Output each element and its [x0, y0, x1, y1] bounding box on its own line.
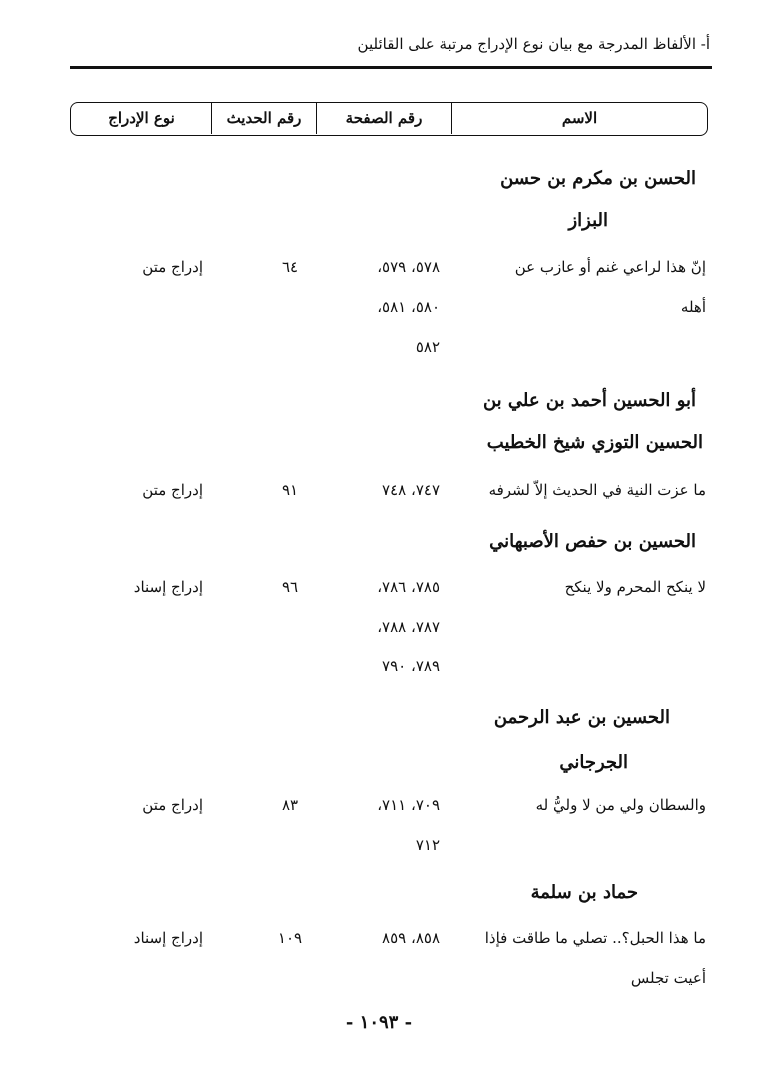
column-name: الاسم: [561, 109, 598, 127]
narrator-name: الحسين بن عبد الرحمن: [493, 707, 670, 728]
hadith-text: أعيت تجلس: [630, 969, 706, 987]
hadith-text: ما هذا الحبل؟.. تصلي ما طاقت فإذا: [484, 929, 706, 947]
hadith-text: ما عزت النية في الحديث إلاّ لشرفه: [488, 481, 706, 499]
insertion-type: إدراج متن: [142, 481, 203, 499]
page-refs: ٥٨٠، ٥٨١،: [377, 298, 440, 316]
hadith-text: أهله: [680, 298, 706, 316]
hadith-text: والسطان ولي من لا وليُّ له: [535, 796, 706, 814]
insertion-type: إدراج إسناد: [133, 578, 203, 596]
page-refs: ٧٨٩، ٧٩٠: [382, 657, 440, 675]
narrator-name: الحسين بن حفص الأصبهاني: [489, 531, 696, 552]
page-refs: ٥٧٨، ٥٧٩،: [377, 258, 440, 276]
narrator-name: البزاز: [568, 210, 608, 231]
insertion-type: إدراج متن: [142, 258, 203, 276]
column-page: رقم الصفحة: [345, 109, 423, 127]
column-hadith: رقم الحديث: [226, 109, 302, 127]
page-number: - ١٠٩٣ -: [345, 1012, 413, 1033]
narrator-name: أبو الحسين أحمد بن علي بن: [482, 390, 696, 411]
narrator-name: الحسين التوزي شيخ الخطيب: [486, 432, 703, 453]
page-refs: ٧٨٧، ٧٨٨،: [377, 618, 440, 636]
narrator-name: الجرجاني: [559, 752, 628, 773]
hadith-text: لا ينكح المحرم ولا ينكح: [564, 578, 706, 596]
hadith-text: إنّ هذا لراعي غنم أو عازب عن: [514, 258, 706, 276]
page-refs: ٨٥٨، ٨٥٩: [382, 929, 440, 947]
hadith-number: ٨٣: [281, 796, 299, 814]
hadith-number: ٩٦: [281, 578, 299, 596]
page-refs: ٧١٢: [415, 836, 440, 854]
page-refs: ٧٨٥، ٧٨٦،: [377, 578, 440, 596]
hadith-number: ١٠٩: [277, 929, 303, 947]
narrator-name: حماد بن سلمة: [530, 882, 638, 903]
column-type: نوع الإدراج: [108, 109, 175, 127]
page-refs: ٧٠٩، ٧١١،: [377, 796, 440, 814]
hadith-number: ٦٤: [281, 258, 299, 276]
page-refs: ٧٤٧، ٧٤٨: [382, 481, 440, 499]
narrator-name: الحسن بن مكرم بن حسن: [500, 168, 696, 189]
insertion-type: إدراج إسناد: [133, 929, 203, 947]
hadith-number: ٩١: [281, 481, 299, 499]
running-header: أ- الألفاظ المدرجة مع بيان نوع الإدراج مرتبة على القائلين: [357, 35, 710, 53]
page-refs: ٥٨٢: [415, 338, 440, 356]
insertion-type: إدراج متن: [142, 796, 203, 814]
